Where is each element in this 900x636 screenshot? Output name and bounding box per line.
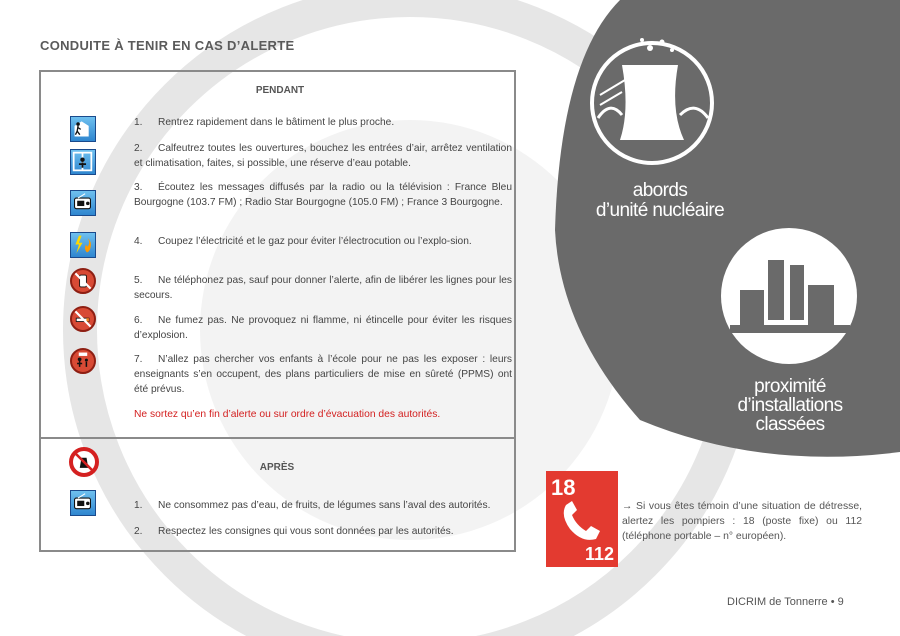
page-title: CONDUITE À TENIR EN CAS D’ALERTE <box>40 38 295 53</box>
industrial-label-1: proximité <box>754 376 826 397</box>
run-to-building-icon <box>70 116 96 142</box>
radio-icon <box>70 190 96 216</box>
during-item-3: 3. Écoutez les messages diffusés par la radio ou la télévision : France Bleu Bourgogne (103.7 FM) ; Radio Star Bourgogne (105.0 FM) ; France 3 Bourgogne. <box>134 182 512 208</box>
phone-handset-icon <box>558 499 606 543</box>
seal-window-icon <box>70 149 96 175</box>
after-item-2: 2. Respectez les consignes qui vous sont données par les autorités. <box>134 526 454 537</box>
during-item-6: 6. Ne fumez pas. Ne provoquez ni flamme, ni étincelle pour éviter les risques d’explosion. <box>134 315 512 341</box>
radio-icon <box>70 490 96 516</box>
after-heading: APRÈS <box>259 462 295 473</box>
emergency-number-block <box>546 471 618 567</box>
industrial-label-3: classées <box>755 414 825 435</box>
page-footer: DICRIM de Tonnerre • 9 <box>727 596 844 608</box>
nuclear-label-1: abords <box>632 180 688 201</box>
fixed-line-number: 18 <box>551 475 576 500</box>
emergency-info: → Si vous êtes témoin d’une situation de détresse, alertez les pompiers : 18 (poste fixe) ou 112 (téléphone portable – n° européen). <box>622 501 862 542</box>
during-item-5: 5. Ne téléphonez pas, sauf pour donner l’alerte, afin de libérer les lignes pour les secours. <box>134 275 512 301</box>
no-food-icon <box>69 447 99 477</box>
during-item-2: 2. Calfeutrez toutes les ouvertures, bouchez les entrées d’air, arrêtez ventilation et climatisation, faites, si possible, une réserve d’eau potable. <box>134 143 512 169</box>
after-item-1: 1. Ne consommez pas d’eau, de fruits, de légumes sans l’aval des autorités. <box>134 500 491 511</box>
during-item-4: 4. Coupez l’électricité et le gaz pour éviter l’électrocution ou l’explo-sion. <box>134 236 472 247</box>
industrial-plant-icon <box>721 228 857 364</box>
during-item-1: 1. Rentrez rapidement dans le bâtiment le plus proche. <box>134 117 395 128</box>
during-item-7: 7. N’allez pas chercher vos enfants à l’école pour ne pas les exposer : leurs enseignants s’en occupent, des plans particuliers de mise en sûreté (PPMS) ont été prévus. <box>134 354 512 395</box>
no-smoking-icon <box>70 306 96 332</box>
warning-text: Ne sortez qu’en fin d’alerte ou sur ordre d’évacuation des autorités. <box>134 409 441 420</box>
during-heading: PENDANT <box>255 85 305 96</box>
section-divider <box>41 437 514 439</box>
electricity-gas-icon <box>70 232 96 258</box>
mobile-number: 112 <box>584 544 614 564</box>
no-phone-icon <box>70 268 96 294</box>
nuclear-label-2: d’unité nucléaire <box>595 200 725 221</box>
industrial-label-2: d’installations <box>737 395 843 416</box>
school-children-icon <box>70 348 96 374</box>
